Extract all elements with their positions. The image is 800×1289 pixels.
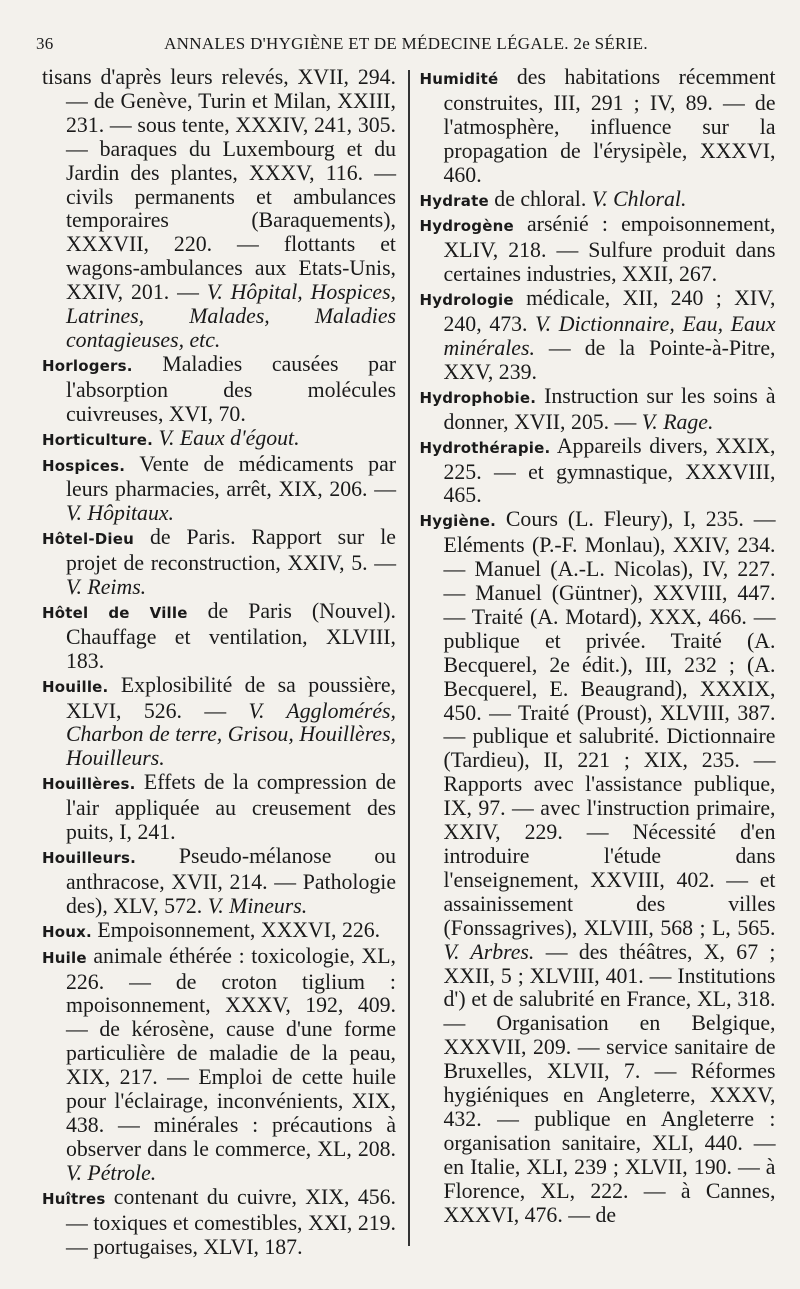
index-entry (42, 919, 396, 945)
index-term: Houx. (42, 922, 92, 941)
index-entry (420, 385, 776, 435)
index-term: Horticulture. (42, 430, 153, 449)
index-entry (42, 945, 396, 1186)
index-entry (420, 435, 776, 509)
entry-text: Cours (L. Fleury), I, 235. — Eléments (P.-F. Monlau), XXIV, 234. — Manuel (A.-L. Nicolas), IV, 227. — Manuel (Güntner), XXVIII, 447. — Traité (A. Motard), XXX, 466. — publique et privée. Traité (A. Becquerel, 2e édit.), III, 232 ; (A. Becquerel, E. Beaugrand), XXXIX, 450. — Traité (Proust), XLVIII, 387. — publique et salubrité. Dictionnaire (Tardieu), II, 221 ; XIX, 235. — Rapports avec l'assistance publique, IX, 97. — avec l'instruction primaire, XXIV, 229. — Nécessité d'en introduire l'étude dans l'enseignement, XXVIII, 402. — et assainissement des villes (Fonssagrives), XLVIII, 568 ; L, 565. (443, 507, 776, 940)
entry-text: animale éthérée : toxicologie, XL, 226. — de croton tiglium : mpoisonnement, XXXV, 192, 409. — de kérosène, cause d'une forme particulière de maladie de la peau, XIX, 217. — Emploi de cette huile pour l'éclairage, inconvénients, XIX, 438. — minérales : précautions à observer dans le commerce, XL, 208. (66, 943, 396, 1161)
index-entry (420, 508, 776, 1227)
index-entry (42, 771, 396, 845)
index-term: Hygiène. (419, 512, 497, 531)
index-entry (42, 674, 396, 772)
cross-reference: V. Reims. (66, 575, 147, 600)
cross-reference: V. Agglomérés, Charbon de terre, Grisou, Houillères, Houilleurs. (66, 698, 396, 771)
index-term: Hospices. (42, 456, 126, 475)
entry-text: Instruction sur les soins à donner, XVII, 205. — (443, 383, 776, 434)
index-term: Hydrate (419, 191, 489, 210)
cross-reference: V. Hôpital, Hospices, Latrines, Malades, Maladies contagieuses, etc. (66, 280, 396, 352)
index-term: Huile (42, 948, 87, 967)
index-term: Hydrophobie. (419, 388, 537, 407)
index-term: Houille. (42, 677, 109, 696)
entry-text: Explosibilité de sa poussière, XLVI, 526. — (66, 672, 396, 723)
cross-reference: V. Dictionnaire, Eau, Eaux minérales. (443, 312, 776, 360)
index-term: Houilleurs. (42, 849, 137, 867)
cross-reference: V. Chloral. (591, 186, 687, 211)
index-term: Hôtel de Ville (42, 603, 188, 622)
cross-reference: V. Eaux d'égout. (158, 425, 300, 450)
index-entry (420, 66, 776, 188)
entry-text: médicale, XII, 240 ; XIV, 240, 473. (443, 286, 776, 337)
entry-text: contenant du cuivre, XIX, 456. — toxiques et comestibles, XXI, 219. — portugaises, XLVI, 187. (66, 1184, 396, 1259)
index-term: Horlogers. (42, 356, 133, 375)
page-header (36, 34, 776, 54)
cross-reference: V. Arbres. (443, 939, 535, 964)
entry-text: de Paris. Rapport sur le projet de reconstruction, XXIV, 5. — (66, 525, 396, 576)
index-entry (42, 1186, 396, 1260)
index-entry (42, 453, 396, 527)
index-term: Hôtel-Dieu (42, 530, 135, 549)
index-term: Hydrothérapie. (419, 438, 551, 457)
index-entry (420, 287, 776, 385)
page-number: 36 (36, 34, 54, 53)
entry-text: des habitations récemment construites, III, 291 ; IV, 89. — de l'atmosphère, influence sur la propagation de l'érysipèle, XXXVI, 460. (443, 65, 776, 187)
entry-text: arsénié : empoisonnement, XLIV, 218. — Sulfure produit dans certaines industries, XXII, 267. (443, 212, 776, 287)
index-entry (42, 66, 396, 353)
index-entry (420, 213, 776, 287)
index-entry (42, 353, 396, 427)
cross-reference: V. Pétrole. (66, 1160, 157, 1185)
index-entry (420, 188, 776, 214)
cross-reference: V. Mineurs. (207, 893, 308, 918)
entry-text: de Paris (Nouvel). Chauffage et ventilation, XLVIII, 183. (66, 598, 396, 673)
left-column (42, 66, 408, 1276)
index-term: Houillères. (42, 775, 136, 794)
entry-text: Maladies causées par l'absorption des molécules cuivreuses, XVI, 70. (66, 351, 396, 426)
cross-reference: V. Hôpitaux. (66, 501, 174, 526)
index-term: Hydrologie (419, 291, 514, 310)
cross-reference: V. Rage. (641, 409, 714, 434)
index-term: Hydrogène (419, 217, 514, 236)
index-entry (42, 600, 396, 674)
index-term: Huîtres (42, 1189, 106, 1208)
index-term: Humidité (419, 70, 499, 88)
entry-text-continued: — des théâtres, X, 67 ; XXII, 5 ; XLVIII, 401. — Institutions d') et de salubrité en France, XL, 318. — Organisation en Belgique, XXXVII, 209. — service sanitaire de Bruxelles, XLVII, 7. — Réformes hygiéniques en Angleterre, XXXV, 432. — publique en Angleterre : organisation sanitaire, XLI, 440. — en Italie, XLI, 239 ; XLVII, 190. — à Florence, XL, 222. — à Cannes, XXXVI, 476. — de (443, 939, 776, 1227)
index-entry (42, 526, 396, 600)
index-entry (42, 845, 396, 919)
right-column (410, 66, 776, 1276)
entry-text: tisans d'après leurs relevés, XVII, 294. — de Genève, Turin et Milan, XXIII, 231. — sous tente, XXXIV, 241, 305. — baraques du Luxembourg et du Jardin des plantes, XXXV, 116. — civils permanents et ambulances temporaires (Baraquements), XXXVII, 220. — flottants et wagons-ambulances aux Etats-Unis, XXIV, 201. — (42, 65, 396, 305)
index-columns (42, 66, 786, 1276)
entry-text: Vente de médicaments par leurs pharmacies, arrêt, XIX, 206. — (66, 451, 396, 502)
entry-text: de chloral. (488, 186, 592, 211)
entry-text: Pseudo-mélanose ou anthracose, XVII, 214. — Pathologie des), XLV, 572. (66, 844, 396, 918)
running-title: ANNALES D'HYGIÈNE ET DE MÉDECINE LÉGALE. 2e SÉRIE. (164, 34, 648, 53)
index-entry (42, 427, 396, 453)
entry-text: Effets de la compression de l'air appliquée au creusement des puits, I, 241. (66, 770, 396, 845)
entry-text: Appareils divers, XXIX, 225. — et gymnastique, XXXVIII, 465. (443, 433, 776, 508)
entry-text: Empoisonnement, XXXVI, 226. (91, 917, 381, 942)
entry-text-continued: — de la Pointe-à-Pitre, XXV, 239. (443, 335, 776, 384)
